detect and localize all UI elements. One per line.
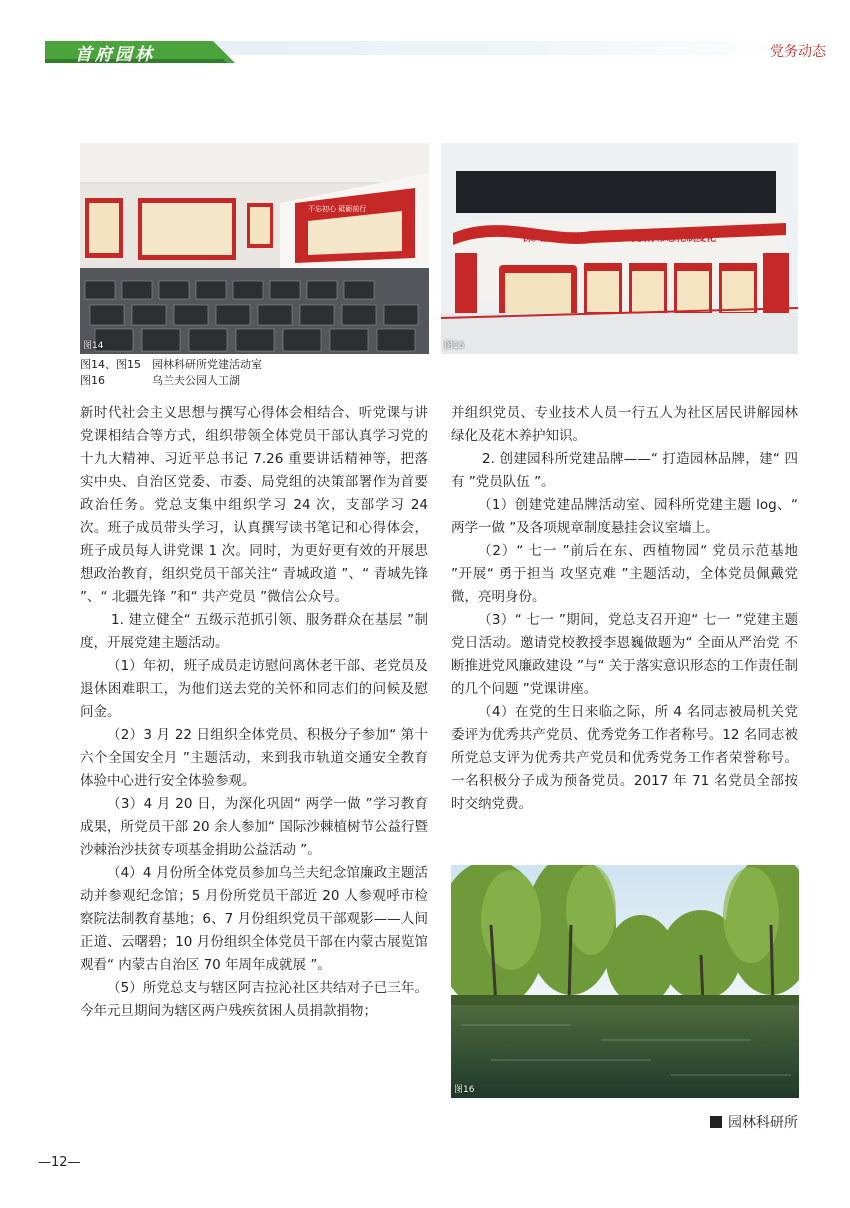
caption-fig16-number: 图16 [80,374,105,387]
left-column [80,402,428,1023]
party-wall-illustration [441,143,798,354]
magazine-title: 首府园林 [75,45,155,65]
caption-fig14-15-text: 园林科研所党建活动室 [152,358,262,371]
right-column [451,402,798,816]
party-room-illustration [80,143,429,354]
caption-fig16 [80,373,240,389]
caption-fig14-15 [80,357,262,373]
right-paragraph: 2. 创建园科所党建品牌——“ 打造园林品牌，建“ 四有 ”党员队伍 ”。 [451,451,798,490]
caption-fig16-text: 乌兰夫公园人工湖 [152,374,240,387]
park-lake-illustration [451,865,799,1098]
right-paragraph: （2）“ 七一 ”前后在东、西植物园“ 党员示范基地 ”开展“ 勇于担当 攻坚克难 ”主题活动，全体党员佩戴党微，亮明身份。 [451,543,798,605]
left-paragraph: 新时代社会主义思想与撰写心得体会相结合、听党课与讲党课相结合等方式，组织带领全体党员干部认真学习党的十九大精神、习近平总书记 7.26 重要讲话精神等，把落实中央、自治区党委、市委、局党组的决策部署作为首要政治任务。党总支集中组织学习 24 次，支部学习 24 次。班子成员带头学习，认真撰写读书笔记和心得体会，班子成员每人讲党课 1 次。同时，为更好更有效的开展思想政治教育，组织党员干部关注“ 青城政道 ”、“ 青城先锋 ”、“ 北疆先锋 ”和“ 共产党员 ”微信公众号。 [80,405,428,605]
figure-16-label: 图16 [454,1085,475,1095]
right-paragraph: 并组织党员、专业技术人员一行五人为社区居民讲解园林绿化及花木养护知识。 [451,405,798,444]
section-title: 党务动态 [770,44,826,60]
figure-14-label: 图14 [83,341,104,351]
page-number: —12— [38,1155,81,1170]
right-paragraph: （1）创建党建品牌活动室、园科所党建主题 log、“ 两学一做 ”及各项规章制度悬挂会议室墙上。 [451,497,798,536]
room-banner-text: 不忘初心 砥砺前行 [308,205,367,213]
wall-banner-text: 深入推进“两学一做”学习教育常态化制度化 [523,233,717,244]
left-paragraph: （5）所党总支与辖区阿吉拉沁社区共结对子已三年。今年元旦期间为辖区两户残疾贫困人员捐款捐物； [80,980,428,1019]
left-paragraph: 1. 建立健全“ 五级示范抓引领、服务群众在基层 ”制度，开展党建主题活动。 [80,612,428,651]
caption-fig14-15-number: 图14、图15 [80,358,141,371]
left-paragraph: （3）4 月 20 日，为深化巩固“ 两学一做 ”学习教育成果，所党员干部 20 余人参加“ 国际沙棘植树节公益行暨沙棘治沙扶贫专项基金捐助公益活动 ”。 [80,796,428,858]
photo-ulanhu-park-lake [451,865,799,1098]
figure-15-label: 图15 [444,341,465,351]
right-paragraph: （4）在党的生日来临之际，所 4 名同志被局机关党委评为优秀共产党员、优秀党务工作者称号。12 名同志被所党总支评为优秀共产党员和优秀党务工作者荣誉称号。一名积极分子成为预备党员。2017 年 71 名党员全部按时交纳党费。 [451,704,798,812]
author-credit-text: 园林科研所 [728,1115,798,1131]
photo-party-activity-room [80,143,429,354]
author-credit [710,1112,798,1132]
right-paragraph: （3）“ 七一 ”期间，党总支召开迎“ 七一 ”党建主题党日活动。邀请党校教授李恩巍做题为“ 全面从严治党 不断推进党风廉政建设 ”与“ 关于落实意识形态的工作责任制的几个问题 ”党课讲座。 [451,612,798,697]
photo-party-wall [441,143,798,354]
black-square-icon [710,1116,722,1128]
left-paragraph: （2）3 月 22 日组织全体党员、积极分子参加“ 第十六个全国安全月 ”主题活动，来到我市轨道交通安全教育体验中心进行安全体验参观。 [80,727,428,789]
left-paragraph: （4）4 月份所全体党员参加乌兰夫纪念馆廉政主题活动并参观纪念馆；5 月份所党员干部近 20 人参观呼市检察院法制教育基地；6、7 月份组织党员干部观影——人间正道、云曙碧；10 月份组织全体党员干部在内蒙古展览馆观看“ 内蒙古自治区 70 年周年成就展 ”。 [80,865,428,973]
left-paragraph: （1）年初，班子成员走访慰问离休老干部、老党员及退休困难职工，为他们送去党的关怀和同志们的问候及慰问金。 [80,658,428,720]
